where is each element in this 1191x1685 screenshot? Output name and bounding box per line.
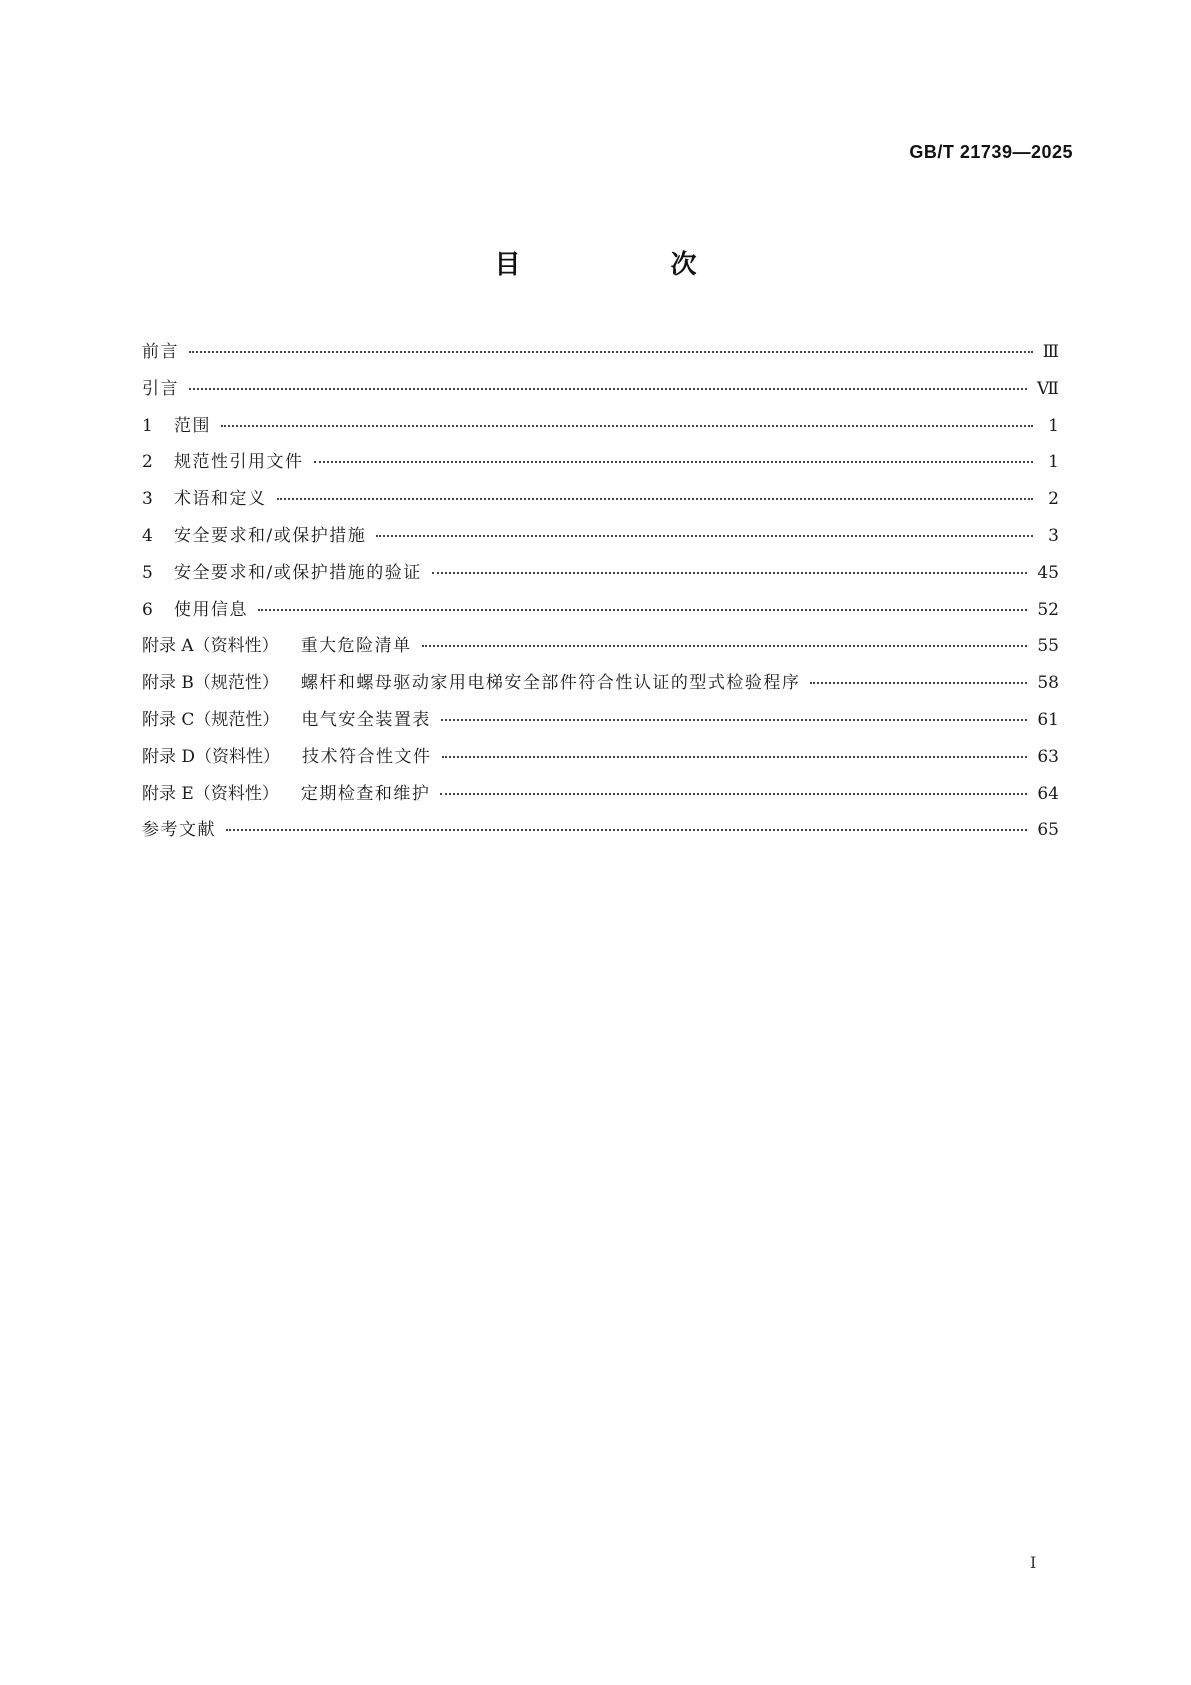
standard-number: GB/T 21739—2025 (909, 142, 1073, 162)
toc-item-preface[interactable] (142, 337, 1059, 374)
toc-leader (432, 572, 1028, 574)
toc-leader (226, 829, 1027, 831)
toc-number: 4 (142, 525, 153, 546)
toc-item-annex-a[interactable] (142, 631, 1059, 668)
toc-page: 3 (1048, 525, 1059, 546)
toc-leader (422, 645, 1028, 647)
toc-leader (277, 498, 1034, 500)
toc-annex-prefix: 附录 C（规范性） (142, 709, 280, 730)
toc-page: Ⅲ (1042, 342, 1059, 362)
toc-label: 安全要求和/或保护措施 (174, 525, 367, 546)
table-of-contents (142, 337, 1059, 852)
toc-label: 规范性引用文件 (174, 452, 304, 473)
page-number: I (1030, 1553, 1037, 1572)
toc-leader (440, 793, 1027, 795)
toc-leader (221, 425, 1033, 427)
toc-leader (442, 756, 1028, 758)
toc-page: 45 (1037, 562, 1059, 583)
toc-leader (376, 535, 1033, 537)
toc-number: 1 (142, 415, 153, 436)
toc-annex-prefix: 附录 A（资料性） (142, 636, 279, 657)
toc-page: 1 (1048, 415, 1059, 436)
toc-label: 螺杆和螺母驱动家用电梯安全部件符合性认证的型式检验程序 (300, 673, 801, 694)
toc-item-verification[interactable] (142, 558, 1059, 595)
toc-leader (441, 719, 1027, 721)
toc-leader (314, 461, 1034, 463)
toc-leader (258, 609, 1027, 611)
toc-annex-prefix: 附录 D（资料性） (142, 746, 281, 767)
toc-label: 重大危险清单 (300, 636, 412, 657)
toc-number: 3 (142, 489, 153, 510)
toc-page: 58 (1037, 673, 1059, 694)
toc-page: Ⅶ (1037, 378, 1059, 399)
toc-label: 安全要求和/或保护措施的验证 (174, 562, 422, 583)
toc-number: 6 (142, 599, 153, 620)
toc-page: 65 (1037, 820, 1059, 841)
toc-label: 术语和定义 (174, 489, 267, 510)
toc-label: 定期检查和维护 (300, 783, 431, 804)
toc-label: 技术符合性文件 (302, 746, 432, 767)
toc-item-annex-b[interactable] (142, 668, 1059, 705)
toc-page: 61 (1037, 709, 1059, 730)
toc-label: 引言 (142, 378, 179, 399)
toc-page: 64 (1037, 783, 1059, 804)
toc-leader (810, 682, 1027, 684)
toc-leader (189, 351, 1033, 353)
toc-item-safety-requirements[interactable] (142, 521, 1059, 558)
toc-page: 52 (1037, 599, 1059, 620)
toc-label: 前言 (142, 342, 179, 362)
toc-item-information-for-use[interactable] (142, 595, 1059, 632)
toc-item-introduction[interactable] (142, 374, 1059, 411)
toc-page: 1 (1048, 452, 1059, 473)
toc-page: 55 (1037, 636, 1059, 657)
toc-page: 2 (1048, 489, 1059, 510)
toc-item-scope[interactable] (142, 411, 1059, 448)
toc-item-terms-definitions[interactable] (142, 484, 1059, 521)
toc-page: 63 (1037, 746, 1059, 767)
toc-annex-prefix: 附录 B（规范性） (142, 673, 279, 694)
toc-number: 5 (142, 562, 153, 583)
page-title: 目 次 (494, 250, 759, 280)
toc-item-annex-d[interactable] (142, 742, 1059, 779)
toc-label: 范围 (174, 415, 211, 436)
toc-item-annex-e[interactable] (142, 779, 1059, 816)
toc-label: 电气安全装置表 (301, 709, 431, 730)
toc-item-normative-references[interactable] (142, 447, 1059, 484)
toc-item-annex-c[interactable] (142, 705, 1059, 742)
toc-annex-prefix: 附录 E（资料性） (142, 783, 279, 804)
toc-item-bibliography[interactable] (142, 815, 1059, 852)
toc-label: 参考文献 (142, 820, 216, 841)
toc-leader (189, 388, 1027, 390)
toc-number: 2 (142, 452, 153, 473)
toc-label: 使用信息 (174, 599, 248, 620)
